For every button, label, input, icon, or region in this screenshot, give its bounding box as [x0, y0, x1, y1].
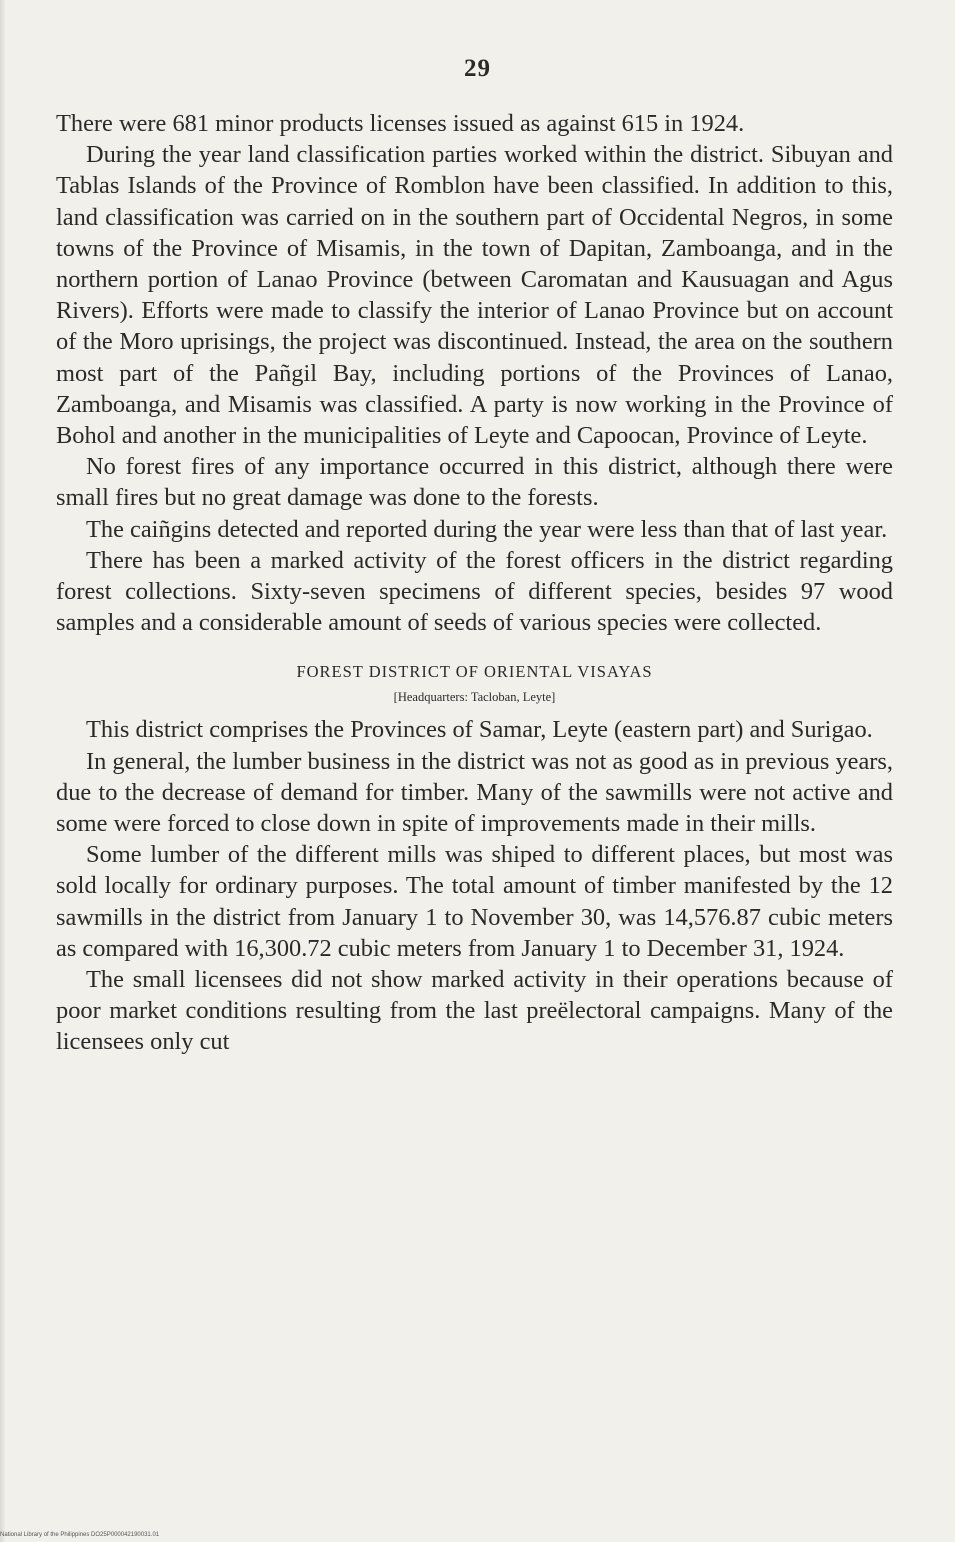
paragraph: During the year land classification parties worked within the district. Sibuyan and Tablas Islands of the Province of Romblon have been classified. In addition to this, land classification was carried on in the southern part of Occidental Negros, in some towns of the Province of Misamis, in the town of Dapitan, Zamboanga, and in the northern portion of Lanao Province (between Caromatan and Kausuagan and Agus Rivers). Efforts were made to classify the interior of Lanao Province but on account of the Moro uprisings, the project was discontinued. Instead, the area on the southern most part of the Pañgil Bay, including portions of the Provinces of Lanao, Zamboanga, and Misamis was classified. A party is now working in the Province of Bohol and another in the municipalities of Leyte and Capoocan, Province of Leyte.: [56, 141, 893, 450]
paragraph: There has been a marked activity of the forest officers in the district regarding forest collections. Sixty-seven specimens of different species, besides 97 wood samples and a considerable amount of seeds of various species were collected.: [56, 546, 893, 637]
paragraph: In general, the lumber business in the district was not as good as in previous years, due to the decrease of demand for timber. Many of the sawmills were not active and some were forced to close down in spite of improvements made in their mills.: [56, 747, 893, 838]
document-body: [56, 108, 893, 1058]
footer-credit: National Library of the Philippines DO25P000042190031.01: [0, 1532, 160, 1538]
paragraph: Some lumber of the different mills was shiped to different places, but most was sold locally for ordinary purposes. The total amount of timber manifested by the 12 sawmills in the district from January 1 to November 30, was 14,576.87 cubic meters as compared with 16,300.72 cubic meters from January 1 to December 31, 1924.: [56, 841, 893, 962]
section-subheading: [Headquarters: Tacloban, Leyte]: [393, 690, 556, 705]
paragraph: The small licensees did not show marked activity in their operations because of poor market conditions resulting from the last preëlectoral campaigns. Many of the licensees only cut: [56, 966, 893, 1056]
paragraph: No forest fires of any importance occurred in this district, although there were small fires but no great damage was done to the forests.: [56, 453, 893, 512]
section-heading: FOREST DISTRICT OF ORIENTAL VISAYAS: [296, 662, 653, 682]
paragraph: The caiñgins detected and reported during the year were less than that of last year.: [86, 515, 888, 543]
page-edge: [0, 0, 6, 1542]
paragraph: This district comprises the Provinces of Samar, Leyte (eastern part) and Surigao.: [86, 716, 873, 744]
paragraph: There were 681 minor products licenses issued as against 615 in 1924.: [56, 110, 745, 137]
page-number: 29: [464, 55, 491, 82]
